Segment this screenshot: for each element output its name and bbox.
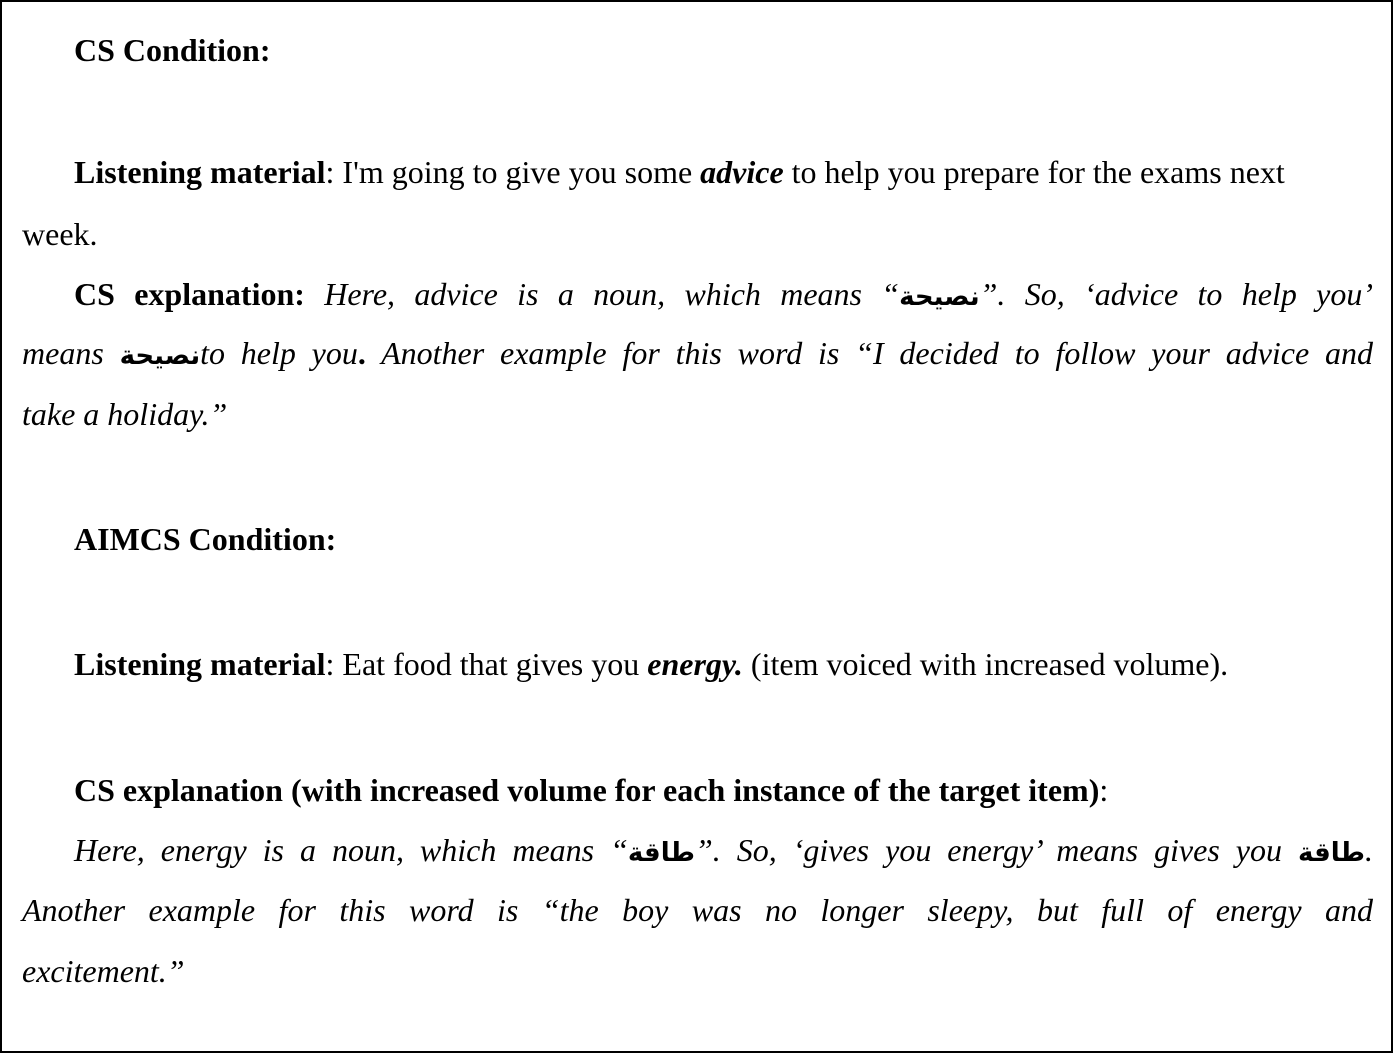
aimcs-listening-line	[74, 644, 1373, 684]
cs-explanation-l2-dot: .	[357, 335, 366, 371]
cs-explanation-l1-post: ”. So, ‘advice to help you’	[979, 276, 1374, 312]
aimcs-explanation-heading-line	[74, 770, 1373, 810]
cs-explanation-l2-post: Another example for this word is “I decided to follow your advice and	[365, 335, 1374, 371]
aimcs-explanation-label: CS explanation (with increased volume for each instance of the target item)	[74, 772, 1100, 808]
cs-listening-line-1	[74, 152, 1373, 192]
aimcs-explanation-l1-pre: Here, energy is a noun, which means “	[74, 832, 628, 868]
aimcs-listening-sep: :	[325, 646, 335, 682]
cs-explanation-l2-mid: to help you	[200, 335, 358, 371]
cs-explanation-line-1	[74, 274, 1373, 317]
cs-listening-label: Listening material	[74, 154, 326, 190]
aimcs-listening-pre: Eat food that gives you	[334, 646, 648, 682]
cs-listening-pre: I'm going to give you some	[334, 154, 701, 190]
aimcs-explanation-line-2: Another example for this word is “the boy was no longer sleepy, but full of energy and	[22, 892, 1373, 928]
cs-listening-sep: :	[325, 154, 335, 190]
aimcs-listening-label: Listening material	[74, 646, 326, 682]
cs-arabic-word-2: نصيحة	[119, 341, 201, 371]
cs-explanation-l2-pre: means	[22, 335, 120, 371]
aimcs-explanation-line-1	[74, 830, 1373, 873]
cs-listening-post: to help you prepare for the exams next	[783, 154, 1285, 190]
cs-explanation-l1-pre: Here, advice is a noun, which means “	[304, 276, 900, 312]
cs-target-word: advice	[700, 154, 784, 190]
aimcs-explanation-l1-mid: ”. So, ‘gives you energy’ means gives you	[694, 832, 1298, 868]
aimcs-listening-post: (item voiced with increased volume).	[742, 646, 1229, 682]
aimcs-condition-heading: AIMCS Condition:	[74, 521, 337, 557]
aimcs-arabic-word-2: طاقة	[1297, 838, 1366, 868]
aimcs-explanation-l1-end: .	[1365, 832, 1374, 868]
cs-arabic-word: نصيحة	[899, 282, 980, 312]
aimcs-target-word: energy.	[647, 646, 743, 682]
cs-explanation-line-3: take a holiday.”	[22, 396, 228, 432]
cs-condition-heading: CS Condition:	[74, 32, 271, 68]
cs-explanation-label: CS explanation:	[74, 276, 305, 312]
aimcs-explanation-line-3: excitement.”	[22, 953, 185, 989]
aimcs-explanation-label-sep: :	[1099, 772, 1109, 808]
aimcs-arabic-word: طاقة	[627, 838, 695, 868]
cs-explanation-line-2	[22, 333, 1373, 376]
cs-listening-continuation: week.	[22, 216, 98, 252]
